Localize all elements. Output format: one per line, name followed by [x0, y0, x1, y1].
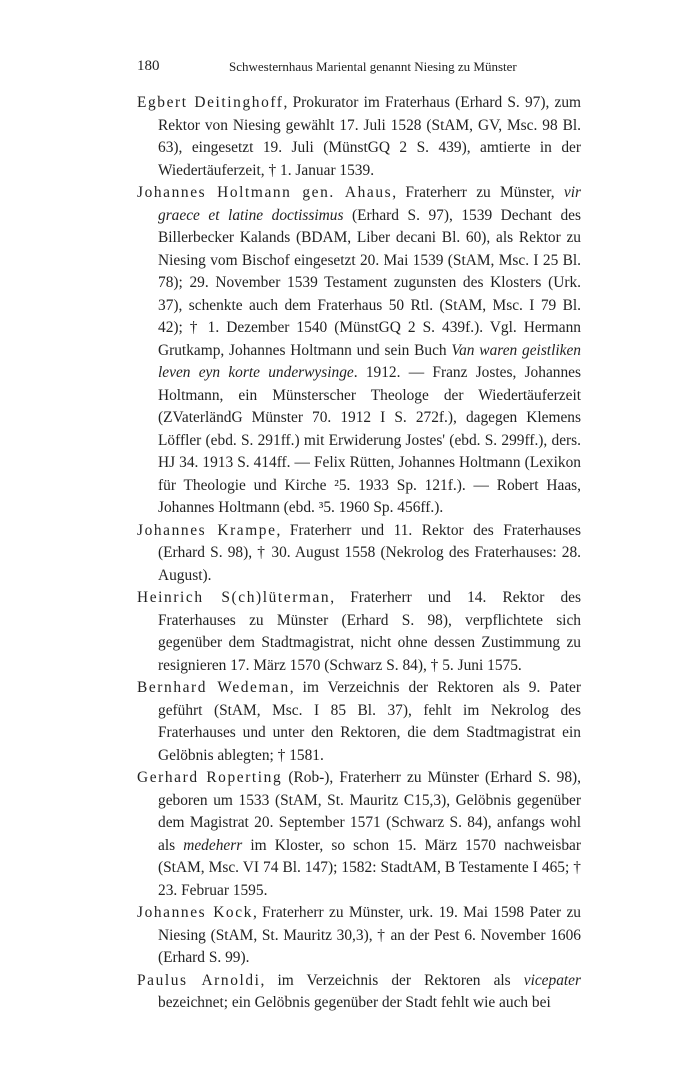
text-run: , im Verzeichnis der Rektoren als	[260, 971, 524, 989]
register-entry	[137, 767, 581, 902]
entry-text	[158, 769, 581, 899]
text-run: , im Verzeichnis der Rektoren als 9. Pater geführt (StAM, Msc. I 85 Bl. 37), fehlt im Nekrolog des Fraterhauses und unter den Rektoren, die dem Stadtmagistrat ein Gelöbnis ablegten; † 1581.	[158, 679, 581, 764]
text-run: (Erhard S. 97), 1539 Dechant des Billerbecker Kalands (BDAM, Liber decani Bl. 60), als Rektor zu Niesing vom Bischof eingesetzt 20. Mai 1539 (StAM, Msc. I 25 Bl. 78); 29. November 1539 Testament zugunsten des Klosters (Urk. 37), schenkte auch dem Fraterhaus 50 Rtl. (StAM, Msc. I 79 Bl. 42); † 1. Dezember 1540 (MünstGQ 2 S. 439f.). Vgl. Hermann Grutkamp, Johannes Holtmann und sein Buch	[158, 206, 581, 359]
text-run: , Prokurator im Fraterhaus (Erhard S. 97), zum Rektor von Niesing gewählt 17. Juli 1528 (StAM, GV, Msc. 98 Bl. 63), eingesetzt 19. Juli (MünstGQ 2 S. 439), amtierte in der Wiedertäuferzeit, † 1. Januar 1539.	[158, 94, 581, 179]
register-entry	[137, 677, 581, 767]
entry-text	[158, 184, 581, 516]
page-number: 180	[137, 58, 160, 74]
entry-name: Bernhard Wedeman	[137, 679, 290, 696]
running-head	[137, 58, 581, 82]
register-entry	[137, 520, 581, 588]
entry-name: Johannes Krampe	[137, 521, 277, 539]
text-run: , Fraterherr und 14. Rektor des Fraterhauses zu Münster (Erhard S. 98), verpflichtete sich gegenüber dem Stadtmagistrat, nicht ohne dessen Zustimmung zu resignieren 17. März 1570 (Schwarz S. 84), † 5. Juni 1575.	[158, 589, 581, 674]
text-run: bezeichnet; ein Gelöbnis gegenüber der Stadt fehlt wie auch bei	[158, 994, 551, 1011]
entry-name: Johannes Kock	[137, 904, 253, 921]
register-entry	[137, 92, 581, 182]
italic-phrase: Van waren geistliken leven eyn korte underwysinge	[158, 341, 581, 381]
entry-name: Paulus Arnoldi	[137, 971, 261, 989]
running-title: Schwesternhaus Mariental genannt Niesing zu Münster	[229, 59, 517, 74]
italic-phrase: medeherr	[183, 836, 243, 854]
italic-phrase: vicepater	[523, 971, 581, 989]
entry-name: Johannes Holtmann gen. Ahaus	[137, 184, 393, 201]
text-run: im Kloster, so schon 15. März 1570 nachweisbar (StAM, Msc. VI 74 Bl. 147); 1582: StadtAM, B Testamente I 465; † 23. Februar 1595.	[158, 836, 581, 899]
italic-phrase: vir graece et latine doctissimus	[158, 184, 581, 224]
text-run: , Fraterherr zu Münster, urk. 19. Mai 1598 Pater zu Niesing (StAM, St. Mauritz 30,3), † an der Pest 6. November 1606 (Erhard S. 99).	[158, 904, 582, 966]
text-run: , Fraterherr zu Münster,	[392, 184, 564, 201]
entry-list	[137, 92, 581, 1015]
entry-name: Gerhard Roperting	[137, 769, 283, 786]
register-entry	[137, 182, 581, 520]
text-run: , Fraterherr und 11. Rektor des Fraterhauses (Erhard S. 98), † 30. August 1558 (Nekrolog des Fraterhauses: 28. August).	[158, 521, 581, 584]
entry-name: Egbert Deitinghoff	[137, 94, 284, 111]
text-run: . 1912. — Franz Jostes, Johannes Holtmann, ein Münsterscher Theologe der Wiedertäuferzeit (ZVaterländG Münster 70. 1912 I S. 272f.), dagegen Klemens Löffler (ebd. S. 291ff.) mit Erwiderung Jostes' (ebd. S. 299ff.), ders. HJ 34. 1913 S. 414ff. — Felix Rütten, Johannes Holtmann (Lexikon für Theologie und Kirche ²5. 1933 Sp. 121f.). — Robert Haas, Johannes Holtmann (ebd. ³5. 1960 Sp. 456ff.).	[158, 364, 581, 516]
register-entry	[137, 587, 581, 677]
register-entry	[137, 970, 581, 1015]
text-run: (Rob-), Fraterherr zu Münster (Erhard S. 98), geboren um 1533 (StAM, St. Mauritz C15,3), Gelöbnis gegenüber dem Magistrat 20. September 1571 (Schwarz S. 84), anfangs wohl als	[158, 769, 581, 854]
register-entry	[137, 902, 581, 970]
entry-name: Heinrich S(ch)lüterman	[137, 589, 331, 606]
